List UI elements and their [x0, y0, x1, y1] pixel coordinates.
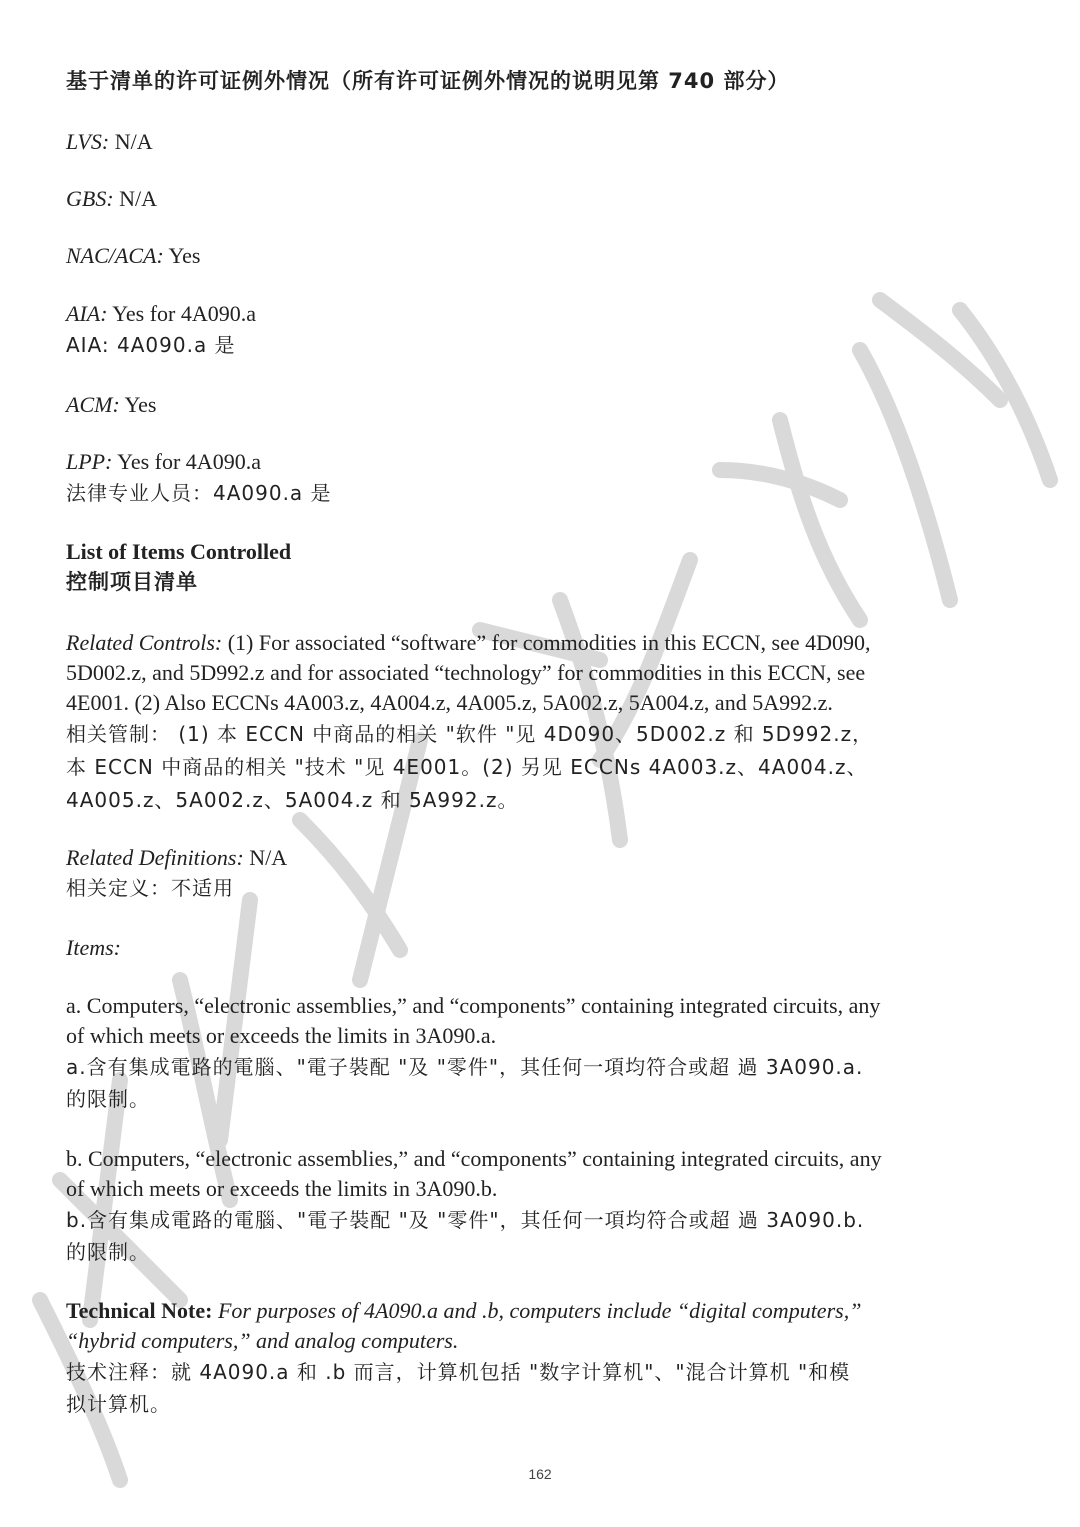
license-exceptions-heading: 基于清单的许可证例外情况（所有许可证例外情况的说明见第 740 部分）: [66, 69, 790, 93]
related-controls-line1: [66, 628, 870, 658]
technical-note-zh1: 技术注释：就 4A090.a 和 .b 而言，计算机包括 "数字计算机"、"混合计算机 "和模: [66, 1360, 851, 1384]
aia-label: AIA:: [66, 301, 108, 326]
related-controls-zh1: 相关管制： (1) 本 ECCN 中商品的相关 "软件 "见 4D090、5D002.z 和 5D992.z，: [66, 722, 874, 746]
page-number: 162: [528, 1466, 552, 1482]
item-b-zh2: 的限制。: [66, 1240, 150, 1264]
item-b-line1: b. Computers, “electronic assemblies,” and “components” containing integrated circuits, any: [66, 1146, 882, 1171]
technical-note-line1: [66, 1296, 861, 1326]
items-label: Items:: [66, 935, 121, 960]
related-controls-text1: (1) For associated “software” for commodities in this ECCN, see 4D090,: [222, 630, 871, 655]
aia-zh: AIA: 4A090.a 是: [66, 333, 236, 357]
technical-note-line2: “hybrid computers,” and analog computers.: [66, 1328, 459, 1353]
nac-row: [66, 241, 200, 271]
lpp-zh: 法律专业人员：4A090.a 是: [66, 481, 332, 505]
item-a-zh2: 的限制。: [66, 1087, 150, 1111]
item-a-zh1: a.含有集成電路的電腦、"電子裝配 "及 "零件"，其任何一項均符合或超 過 3A090.a.: [66, 1055, 864, 1079]
lvs-label: LVS:: [66, 129, 110, 154]
lpp-label: LPP:: [66, 449, 113, 474]
gbs-row: [66, 184, 157, 214]
related-controls-line2: 5D002.z, and 5D992.z and for associated “technology” for commodities in this ECCN, see: [66, 660, 866, 685]
list-heading-zh: 控制项目清单: [66, 570, 198, 594]
nac-value: Yes: [163, 243, 201, 268]
technical-note-label: Technical Note:: [66, 1298, 213, 1323]
gbs-label: GBS:: [66, 186, 114, 211]
acm-label: ACM:: [66, 392, 120, 417]
related-controls-label: Related Controls:: [66, 630, 223, 655]
item-b-line2: of which meets or exceeds the limits in 3A090.b.: [66, 1176, 498, 1201]
item-a-line2: of which meets or exceeds the limits in 3A090.a.: [66, 1023, 497, 1048]
related-definitions-label: Related Definitions:: [66, 845, 244, 870]
lpp-row: [66, 447, 261, 477]
related-controls-line3: 4E001. (2) Also ECCNs 4A003.z, 4A004.z, 4A005.z, 5A002.z, 5A004.z, and 5A992.z.: [66, 690, 833, 715]
list-heading: List of Items Controlled: [66, 539, 292, 564]
aia-row: [66, 299, 256, 329]
lvs-row: [66, 127, 153, 157]
related-controls-zh3: 4A005.z、5A002.z、5A004.z 和 5A992.z。: [66, 788, 519, 812]
item-a-line1: a. Computers, “electronic assemblies,” and “components” containing integrated circuits, any: [66, 993, 881, 1018]
related-controls-zh2: 本 ECCN 中商品的相关 "技术 "见 4E001。(2) 另见 ECCNs 4A003.z、4A004.z、: [66, 755, 868, 779]
lpp-value: Yes for 4A090.a: [112, 449, 261, 474]
acm-value: Yes: [119, 392, 157, 417]
lvs-value: N/A: [109, 129, 153, 154]
item-b-zh1: b.含有集成電路的電腦、"電子裝配 "及 "零件"，其任何一項均符合或超 過 3A090.b.: [66, 1208, 865, 1232]
related-definitions-row: [66, 843, 287, 873]
aia-value: Yes for 4A090.a: [107, 301, 257, 326]
related-definitions-zh: 相关定义：不适用: [66, 876, 234, 900]
nac-label: NAC/ACA:: [66, 243, 164, 268]
acm-row: [66, 390, 156, 420]
related-definitions-value: N/A: [243, 845, 288, 870]
gbs-value: N/A: [113, 186, 158, 211]
technical-note-text1: For purposes of 4A090.a and .b, computers include “digital computers,”: [212, 1298, 862, 1323]
technical-note-zh2: 拟计算机。: [66, 1392, 171, 1416]
